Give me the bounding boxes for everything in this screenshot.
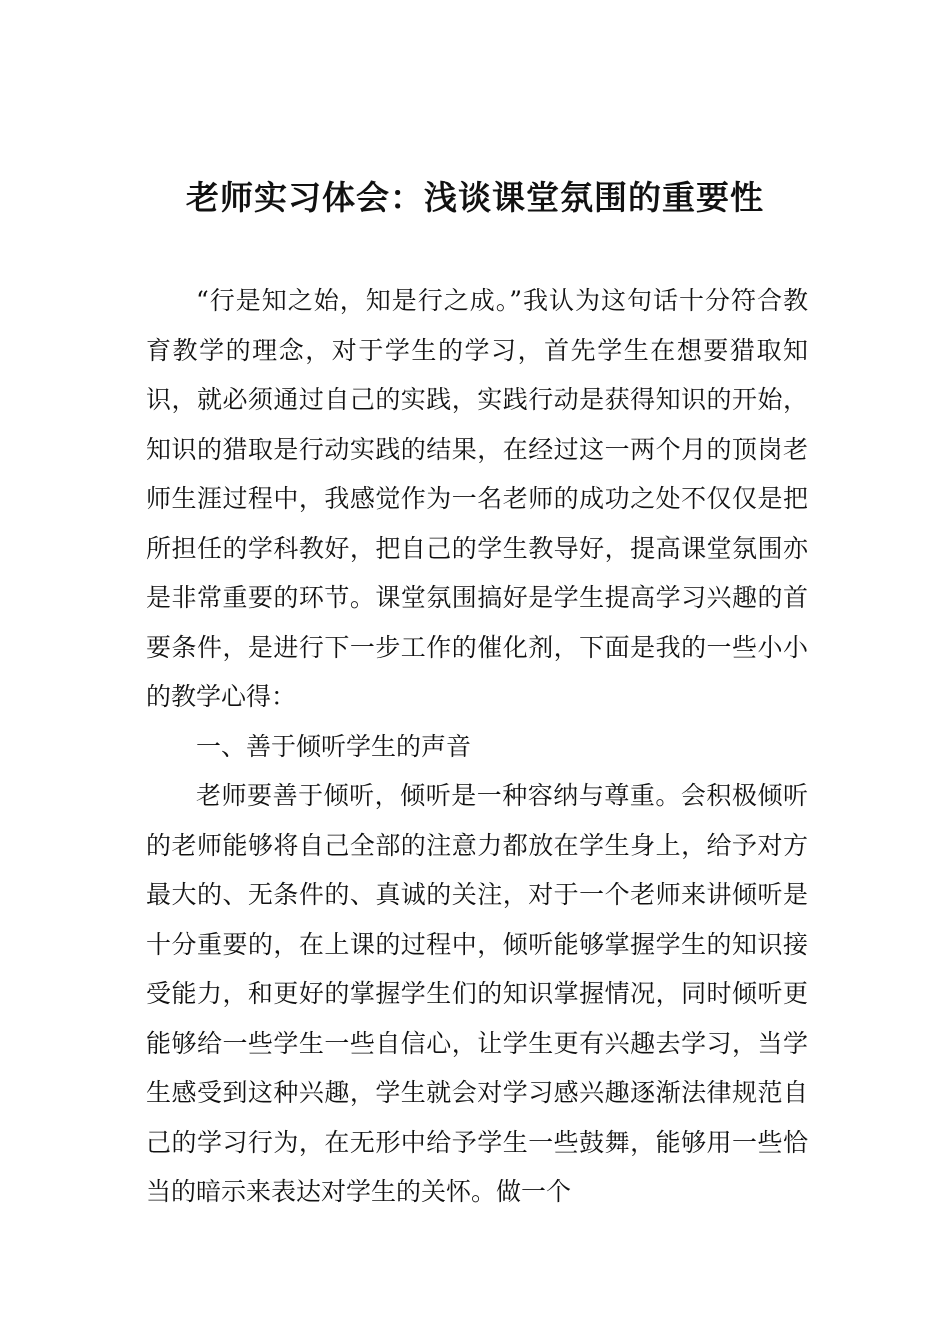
- section-heading-listen: 一、善于倾听学生的声音: [196, 731, 472, 761]
- document-body: [146, 276, 808, 1217]
- paragraph-listen: 老师要善于倾听，倾听是一种容纳与尊重。会积极倾听的老师能够将自己全部的注意力都放在学生身上，给予对方最大的、无条件的、真诚的关注，对于一个老师来讲倾听是十分重要的，在上课的过程中，倾听能够掌握学生的知识接受能力，和更好的掌握学生们的知识掌握情况，同时倾听更能够给一些学生一些自信心，让学生更有兴趣去学习，当学生感受到这种兴趣，学生就会对学习感兴趣逐渐法律规范自己的学习行为，在无形中给予学生一些鼓舞，能够用一些恰当的暗示来表达对学生的关怀。做一个: [146, 781, 808, 1206]
- document-title: 老师实习体会：浅谈课堂氛围的重要性: [186, 178, 764, 217]
- paragraph-intro: “行是知之始，知是行之成。”我认为这句话十分符合教育教学的理念，对于学生的学习，首先学生在想要猎取知识，就必须通过自己的实践，实践行动是获得知识的开始，知识的猎取是行动实践的结果，在经过这一两个月的顶岗老师生涯过程中，我感觉作为一名老师的成功之处不仅仅是把所担任的学科教好，把自己的学生教导好，提高课堂氛围亦是非常重要的环节。课堂氛围搞好是学生提高学习兴趣的首要条件，是进行下一步工作的催化剂，下面是我的一些小小的教学心得：: [146, 286, 808, 711]
